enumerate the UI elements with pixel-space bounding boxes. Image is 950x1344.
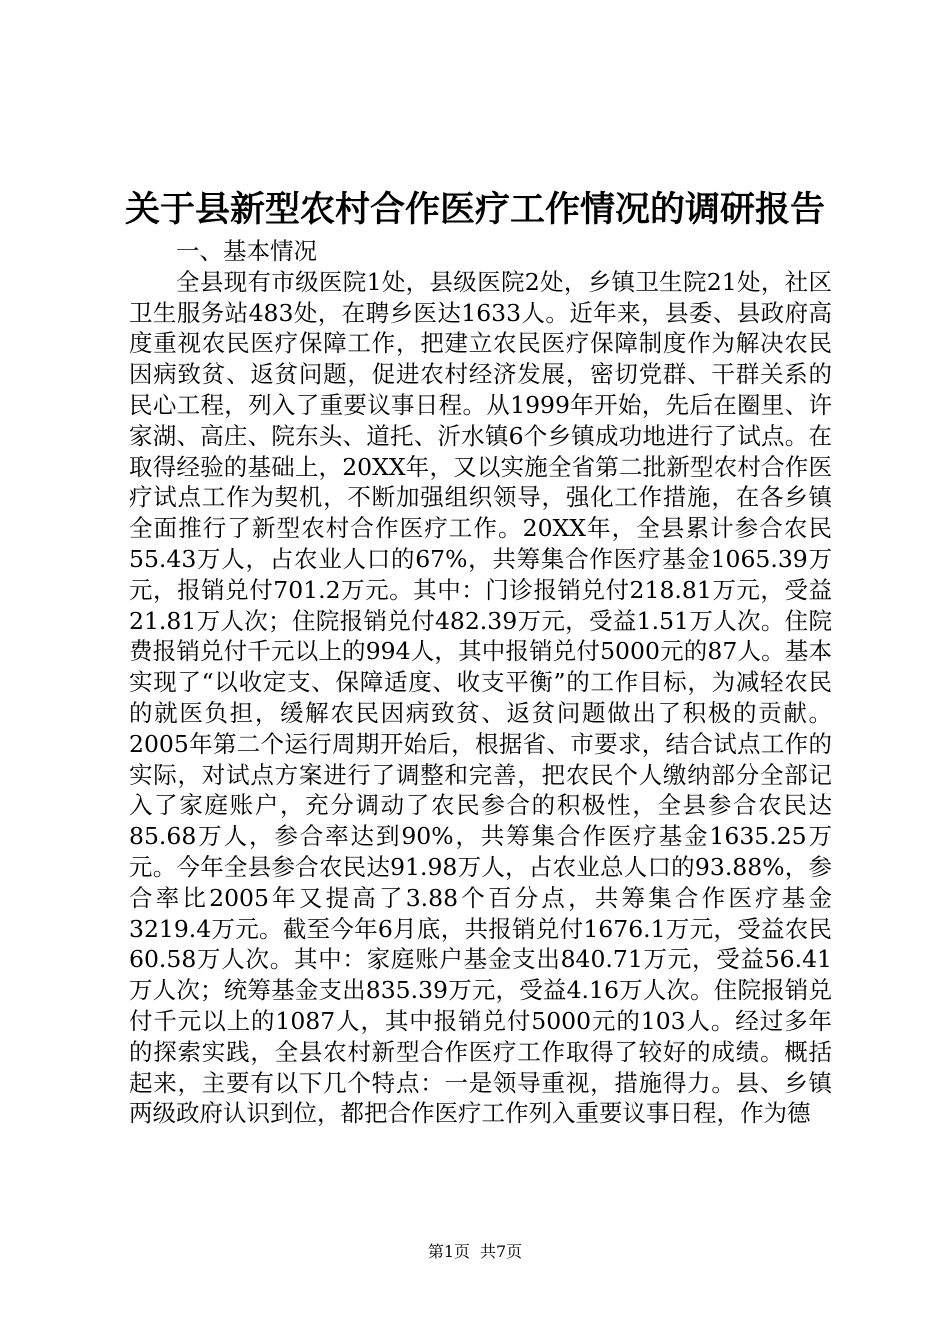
page-number-current: 第1页	[427, 1242, 470, 1261]
page-number-total: 共7页	[480, 1242, 523, 1261]
page-footer	[0, 1240, 950, 1264]
body-paragraph: 全县现有市级医院1处，县级医院2处，乡镇卫生院21处，社区卫生服务站483处，在聘乡医达1633人。近年来，县委、县政府高度重视农民医疗保障工作，把建立农民医疗保障制度作为解决农民因病致贫、返贫问题，促进农村经济发展，密切党群、干群关系的民心工程，列入了重要议事日程。从1999年开始，先后在圈里、许家湖、高庄、院东头、道托、沂水镇6个乡镇成功地进行了试点。在取得经验的基础上，20XX年，又以实施全省第二批新型农村合作医疗试点工作为契机，不断加强组织领导，强化工作措施，在各乡镇全面推行了新型农村合作医疗工作。20XX年，全县累计参合农民55.43万人，占农业人口的67%，共筹集合作医疗基金1065.39万元，报销兑付701.2万元。其中：门诊报销兑付218.81万元，受益21.81万人次；住院报销兑付482.39万元，受益1.51万人次。住院费报销兑付千元以上的994人，其中报销兑付5000元的87人。基本实现了“以收定支、保障适度、收支平衡”的工作目标，为减轻农民的就医负担，缓解农民因病致贫、返贫问题做出了积极的贡献。2005年第二个运行周期开始后，根据省、市要求，结合试点工作的实际，对试点方案进行了调整和完善，把农民个人缴纳部分全部记入了家庭账户，充分调动了农民参合的积极性，全县参合农民达85.68万人，参合率达到90%，共筹集合作医疗基金1635.25万元。今年全县参合农民达91.98万人，占农业总人口的93.88%，参合率比2005年又提高了3.88个百分点，共筹集合作医疗基金3219.4万元。截至今年6月底，共报销兑付1676.1万元，受益农民60.58万人次。其中：家庭账户基金支出840.71万元，受益56.41万人次；统筹基金支出835.39万元，受益4.16万人次。住院报销兑付千元以上的1087人，其中报销兑付5000元的103人。经过多年的探索实践，全县农村新型合作医疗工作取得了较好的成绩。概括起来，主要有以下几个特点：一是领导重视，措施得力。县、乡镇两级政府认识到位，都把合作医疗工作列入重要议事日程，作为德	[129, 267, 832, 1128]
document-title: 关于县新型农村合作医疗工作情况的调研报告	[124, 189, 825, 230]
section-heading: 一、基本情况	[176, 237, 317, 265]
document-body	[129, 236, 832, 1129]
